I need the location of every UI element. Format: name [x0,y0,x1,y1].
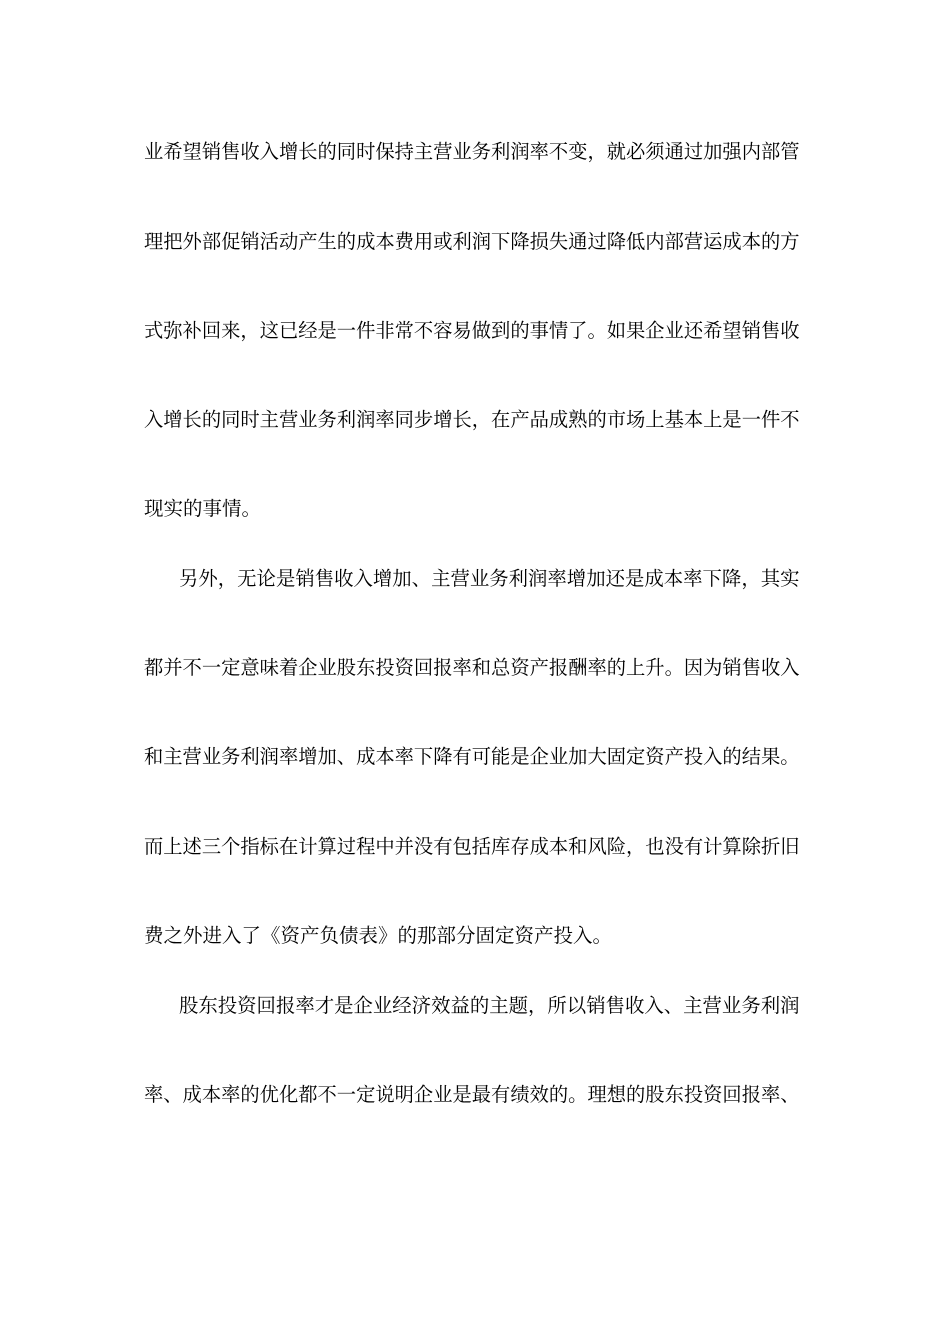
text-line: 率、成本率的优化都不一定说明企业是最有绩效的。理想的股东投资回报率、 [144,1083,800,1106]
text-line: 理把外部促销活动产生的成本费用或利润下降损失通过降低内部营运成本的方 [144,230,800,253]
text-line: 费之外进入了《资产负债表》的那部分固定资产投入。 [144,924,613,947]
text-line: 而上述三个指标在计算过程中并没有包括库存成本和风险，也没有计算除折旧 [144,835,800,858]
text-line: 现实的事情。 [144,497,262,520]
text-line: 股东投资回报率才是企业经济效益的主题，所以销售收入、主营业务利润 [179,994,800,1017]
text-line: 式弥补回来，这已经是一件非常不容易做到的事情了。如果企业还希望销售收 [144,319,800,342]
text-line: 另外，无论是销售收入增加、主营业务利润率增加还是成本率下降，其实 [179,567,800,590]
text-line: 业希望销售收入增长的同时保持主营业务利润率不变，就必须通过加强内部管 [144,140,800,163]
text-line: 都并不一定意味着企业股东投资回报率和总资产报酬率的上升。因为销售收入 [144,656,800,679]
text-line: 和主营业务利润率增加、成本率下降有可能是企业加大固定资产投入的结果。 [144,745,800,768]
text-line: 入增长的同时主营业务利润率同步增长，在产品成熟的市场上基本上是一件不 [144,408,800,431]
